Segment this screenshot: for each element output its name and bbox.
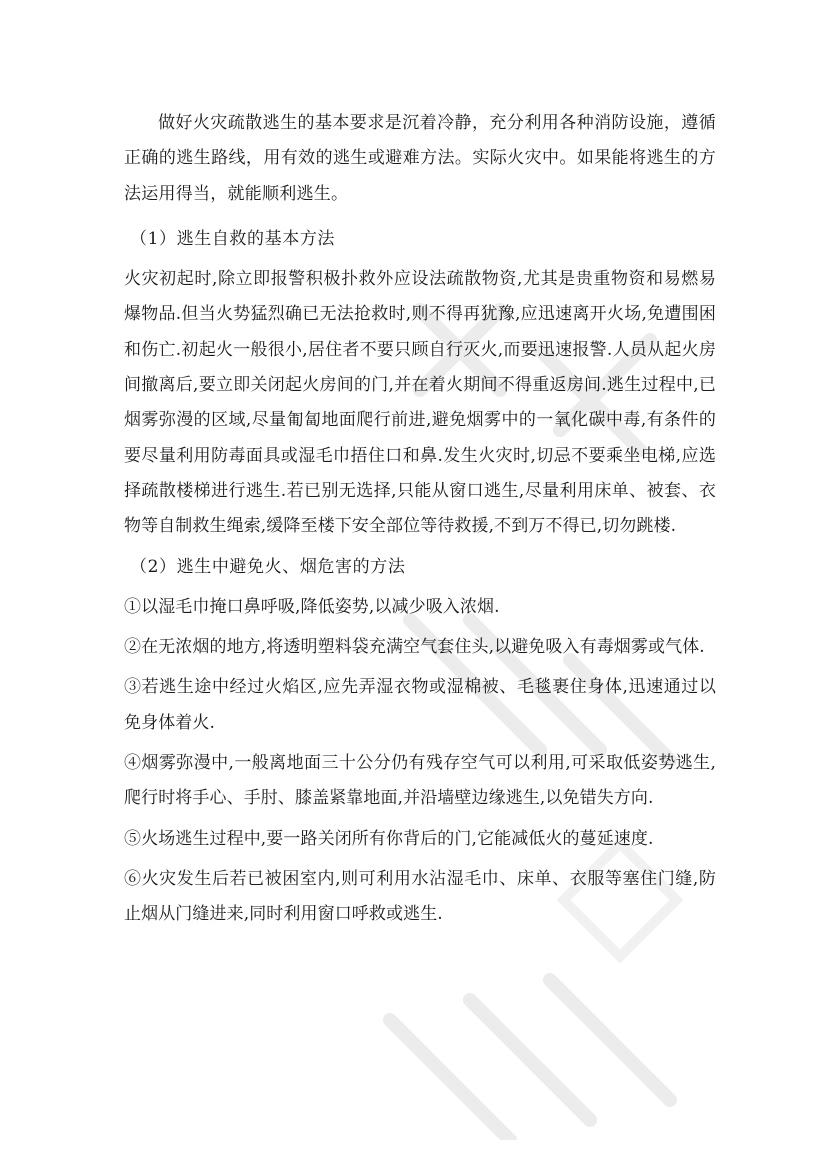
- list-item: ⑥火灾发生后若已被困室内,则可利用水沾湿毛巾、床单、衣服等塞住门缝,防止烟从门缝进来,同时利用窗口呼救或逃生.: [124, 868, 716, 925]
- intro-paragraph: 做好火灾疏散逃生的基本要求是沉着冷静，充分利用各种消防设施，遵循正确的逃生路线，用有效的逃生或避难方法。实际火灾中。如果能将逃生的方法运用得当，就能顺利逃生。: [124, 113, 716, 204]
- section-2-heading: （2）逃生中避免火、烟危害的方法: [130, 556, 406, 577]
- list-item: ⑤火场逃生过程中,要一路关闭所有你背后的门,它能减低火的蔓延速度.: [124, 828, 654, 849]
- list-item: ③若逃生途中经过火焰区,应先弄湿衣物或湿棉被、毛毯裹住身体,迅速通过以免身体着火.: [124, 677, 716, 733]
- section-1-heading: （1）逃生自救的基本方法: [130, 228, 336, 249]
- list-item: ②在无浓烟的地方,将透明塑料袋充满空气套住头,以避免吸入有毒烟雾或气体.: [124, 637, 705, 658]
- section-1-body: 火灾初起时,除立即报警积极扑救外应设法疏散物资,尤其是贵重物资和易燃易爆物品.但当火势猛烈确已无法抢救时,则不得再犹豫,应迅速离开火场,免遭围困和伤亡.初起火一般很小,居住者不要只顾自行灭火,而要迅速报警.人员从起火房间撤离后,要立即关闭起火房间的门,并在着火期间不得重返房间.逃生过程中,已烟雾弥漫的区域,尽量匍匐地面爬行前进,避免烟雾中的一氧化碳中毒,有条件的要尽量利用防毒面具或湿毛巾捂住口和鼻.发生火灾时,切忌不要乘坐电梯,应选择疏散楼梯进行逃生.若已别无选择,只能从窗口逃生,尽量利用床单、被套、衣物等自制救生绳索,缓降至楼下安全部位等待救援,不到万不得已,切勿跳楼.: [124, 269, 716, 537]
- list-item: ①以湿毛巾掩口鼻呼吸,降低姿势,以减少吸入浓烟.: [124, 596, 500, 617]
- list-item: ④烟雾弥漫中,一般离地面三十公分仍有残存空气可以利用,可采取低姿势逃生,爬行时将手心、手肘、膝盖紧靠地面,并沿墙壁边缘逃生,以免错失方向.: [124, 753, 716, 809]
- document-body: [124, 106, 716, 938]
